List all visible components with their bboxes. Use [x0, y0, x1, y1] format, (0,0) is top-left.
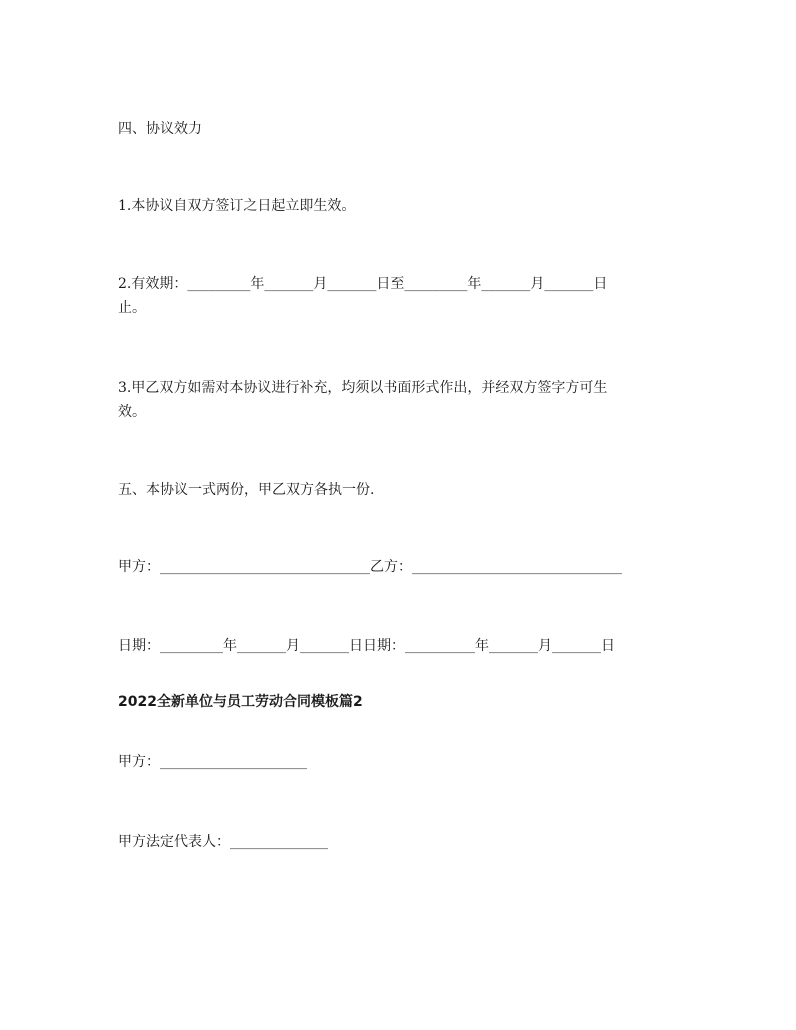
section-four-title: 四、协议效力: [118, 121, 202, 137]
clause-2-line-2: 止。: [118, 300, 146, 316]
signature-line: 甲方：______________________________乙方：______________________________: [118, 559, 622, 575]
clause-2-line-1: 2.有效期：_________年_______月_______日至_________年_______月_______日: [118, 276, 608, 292]
template-heading: 2022全新单位与员工劳动合同模板篇2: [118, 694, 363, 710]
legal-representative-line: 甲方法定代表人：______________: [118, 834, 328, 850]
clause-3-line-1: 3.甲乙双方如需对本协议进行补充，均须以书面形式作出，并经双方签字方可生: [118, 380, 608, 396]
party-a-line: 甲方：_____________________: [118, 754, 307, 770]
date-line: 日期：_________年_______月_______日日期：__________年_______月_______日: [118, 638, 615, 654]
section-five: 五、本协议一式两份，甲乙双方各执一份.: [118, 482, 375, 498]
clause-3-line-2: 效。: [118, 404, 146, 420]
clause-1: 1.本协议自双方签订之日起立即生效。: [118, 198, 356, 214]
